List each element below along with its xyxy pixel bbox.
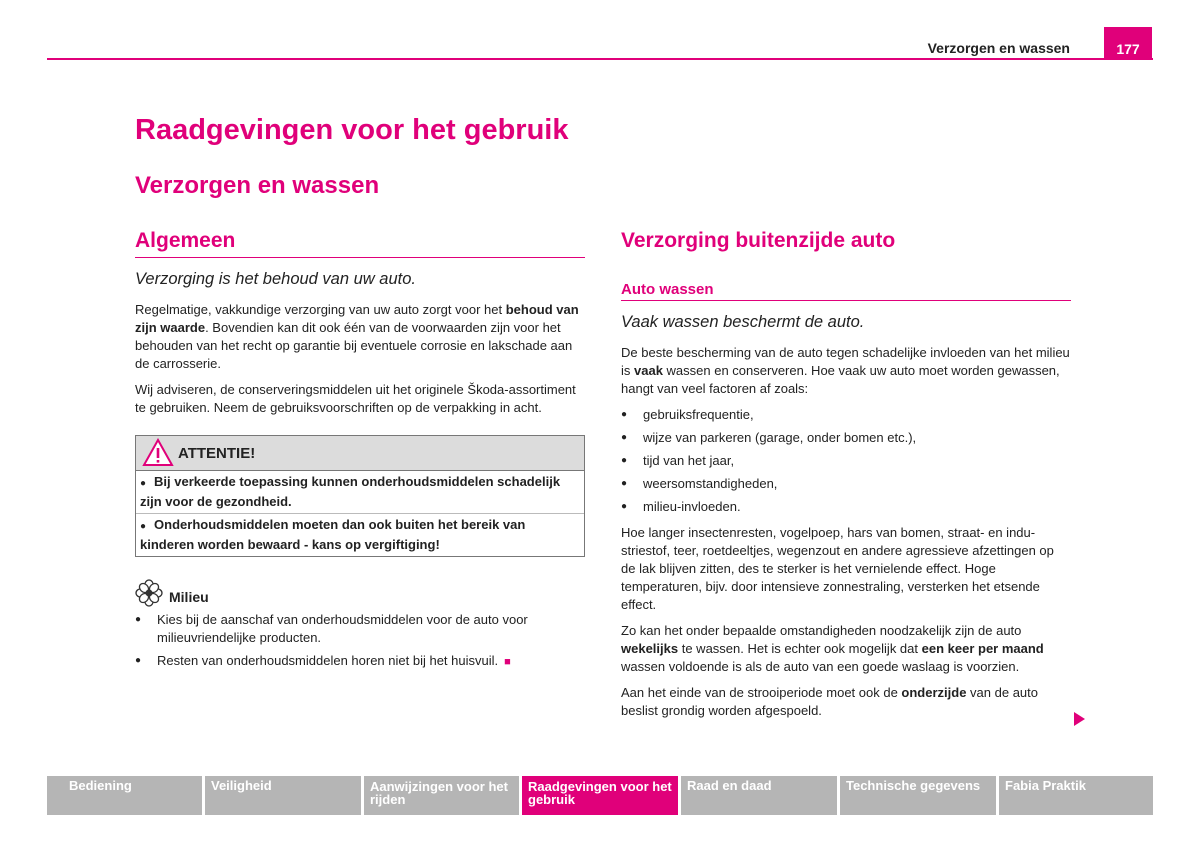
- list-item: ● milieu-invloeden.: [621, 498, 1071, 516]
- warning-title: ATTENTIE!: [178, 444, 256, 462]
- end-marker-icon: ■: [504, 656, 511, 668]
- milieu-header: [135, 579, 585, 607]
- list-item: ● tijd van het jaar,: [621, 452, 1071, 470]
- tab-bediening[interactable]: Bediening: [47, 776, 202, 815]
- warning-item: ● Onderhoudsmiddelen moeten dan ook buiten het bereik van kinderen worden bewaard - kans op vergiftiging!: [136, 513, 584, 556]
- tab-technische-gegevens[interactable]: Technische gegevens: [840, 776, 996, 815]
- heading-auto-wassen: Auto wassen: [621, 281, 1071, 301]
- heading-algemeen: Algemeen: [135, 229, 585, 258]
- tab-raad-en-daad[interactable]: Raad en daad: [681, 776, 837, 815]
- milieu-list: [135, 611, 585, 671]
- right-paragraph-1: De beste bescherming van de auto tegen schadelijke invloeden van het milieu is vaak wassen en conserveren. Hoe vaak uw auto moet worden gewassen, hangt van veel factoren af zoals:: [621, 345, 1070, 396]
- tab-raadgevingen[interactable]: Raadgevingen voor het gebruik: [522, 776, 678, 815]
- factor-list: [621, 406, 1071, 516]
- warning-item: ● Bij verkeerde toepassing kunnen onderhoudsmiddelen schadelijk zijn voor de gezondheid.: [140, 474, 561, 509]
- header-rule: [47, 58, 1153, 60]
- list-item: ● wijze van parkeren (garage, onder bomen etc.),: [621, 429, 1071, 447]
- next-page-arrow-icon[interactable]: [1074, 712, 1085, 726]
- right-column: [621, 229, 1071, 728]
- list-item: ● Kies bij de aanschaf van onderhoudsmiddelen voor de auto voor milieuvriendelijke producten.: [135, 611, 585, 647]
- page-number: 177: [1104, 27, 1152, 60]
- footer-nav: [47, 776, 1153, 815]
- header-title: Verzorgen en wassen: [927, 40, 1070, 56]
- list-item: ● Resten van onderhoudsmiddelen horen niet bij het huisvuil. ■: [135, 652, 585, 671]
- flower-icon: [135, 579, 163, 607]
- left-paragraph-1: Regelmatige, vakkundige verzorging van uw auto zorgt voor het behoud van zijn waarde. Bovendien kan dit ook één van de voorwaarden zijn voor het behouden van het recht op garantie bij eventuele corrosie en lakschade aan de carrosserie.: [135, 302, 579, 371]
- warning-box: [135, 435, 585, 557]
- left-intro: Verzorging is het behoud van uw auto.: [135, 270, 416, 288]
- left-paragraph-2: Wij adviseren, de conserveringsmiddelen uit het originele Škoda-assortiment te gebruiken. Neem de gebruiksvoorschriften op de verpakking in acht.: [135, 382, 576, 415]
- warning-header: [136, 436, 584, 471]
- milieu-title: Milieu: [169, 589, 209, 605]
- left-column: [135, 229, 585, 679]
- right-paragraph-2: Hoe langer insectenresten, vogelpoep, hars van bomen, straat- en industriestof, teer, roetdeeltjes, wegenzout en andere agressieve afzettingen op de lak blijven zitten, des te sterker is het vernielende effect. Hoge temperaturen, bijv. door intensieve zonnestraling, versterken het etsende effect.: [621, 525, 1054, 612]
- chapter-title: Raadgevingen voor het gebruik: [135, 114, 569, 146]
- right-paragraph-3: Zo kan het onder bepaalde omstandigheden noodzakelijk zijn de auto wekelijks te wassen. Het is echter ook mogelijk dat een keer per maand wassen voldoende is als de auto van een goede waslaag is voorzien.: [621, 623, 1044, 674]
- section-title: Verzorgen en wassen: [135, 172, 380, 199]
- right-intro: Vaak wassen beschermt de auto.: [621, 313, 865, 331]
- list-item: ● gebruiksfrequentie,: [621, 406, 1071, 424]
- right-paragraph-4: Aan het einde van de strooiperiode moet ook de onderzijde van de auto beslist grondig worden afgespoeld.: [621, 685, 1038, 718]
- heading-verzorging-buitenzijde: Verzorging buitenzijde auto: [621, 229, 896, 252]
- tab-fabia-praktik[interactable]: Fabia Praktik: [999, 776, 1153, 815]
- tab-aanwijzingen[interactable]: Aanwijzingen voor het rijden: [364, 776, 519, 815]
- list-item: ● weersomstandigheden,: [621, 475, 1071, 493]
- tab-veiligheid[interactable]: Veiligheid: [205, 776, 361, 815]
- warning-triangle-icon: [142, 438, 174, 468]
